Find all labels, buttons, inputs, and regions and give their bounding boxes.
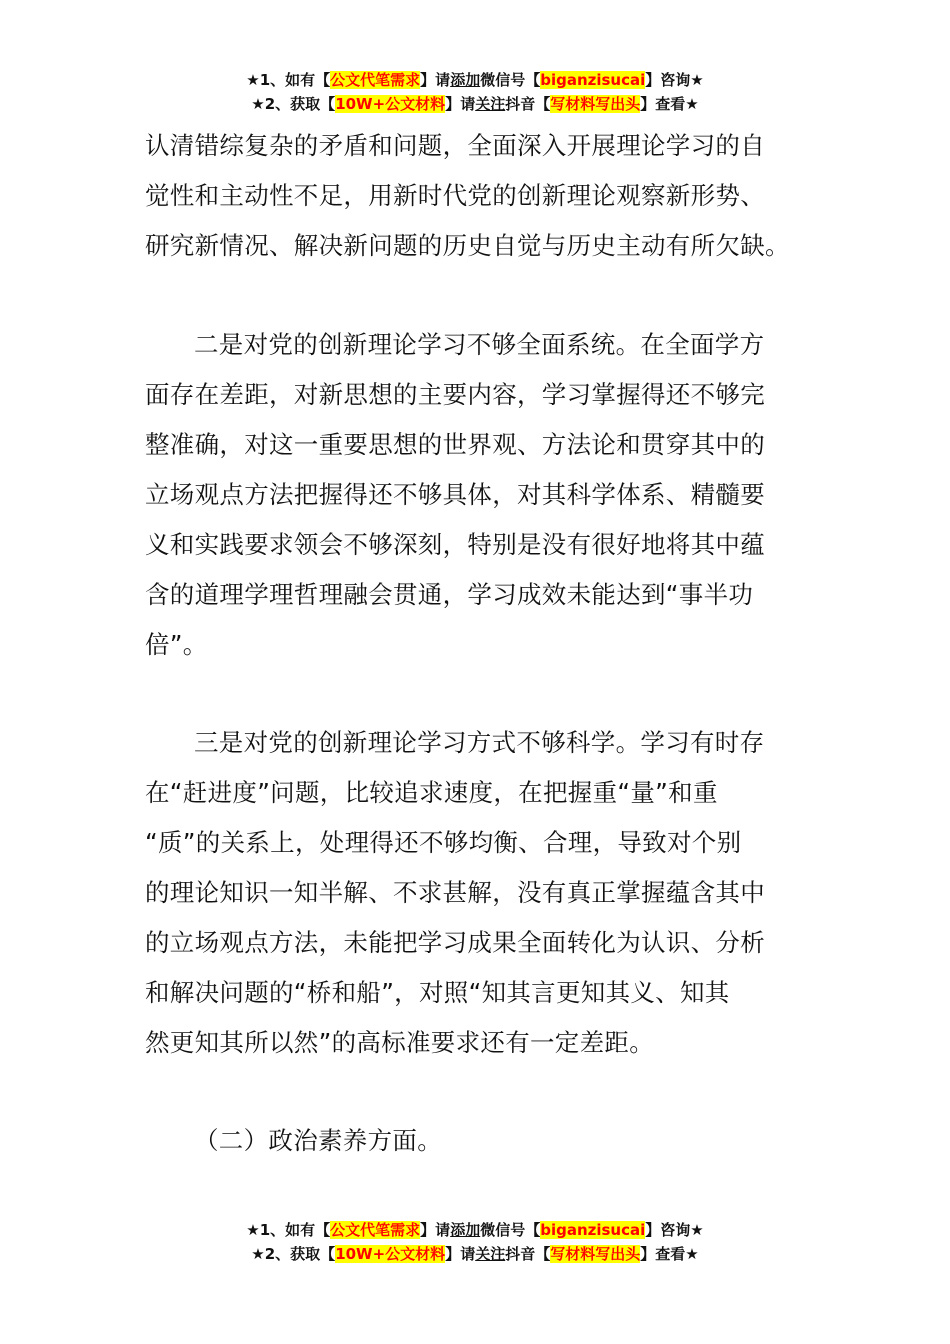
banner-text: 】咨询★ [645,71,704,89]
text-line: 倍”。 [145,630,208,659]
highlight-materials: 10W+公文材料 [335,95,446,113]
banner-line-1 [0,1218,950,1242]
banner-text: 】请 [445,95,476,113]
text-line: 立场观点方法把握得还不够具体，对其科学体系、精髓要 [145,480,765,509]
text-line: 的理论知识一知半解、不求甚解，没有真正掌握蕴含其中 [145,878,765,907]
text-line: 和解决问题的“桥和船”，对照“知其言更知其义、知其 [145,978,730,1007]
header-banner [0,68,950,116]
highlight-service: 公文代笔需求 [330,1221,421,1239]
text-line: “质”的关系上，处理得还不够均衡、合理，导致对个别 [145,828,742,857]
banner-text: 】请 [420,1221,451,1239]
banner-line-1 [0,68,950,92]
banner-text: 微信号【 [480,1221,541,1239]
footer-banner [0,1218,950,1266]
banner-text: ★1、如有【 [246,71,331,89]
underlined-follow: 关注 [475,95,506,113]
text-line: 认清错综复杂的矛盾和问题，全面深入开展理论学习的自 [145,131,765,160]
banner-text: 】请 [420,71,451,89]
highlight-wechat-id: biganzisucai [540,1221,646,1239]
underlined-add: 添加 [450,1221,481,1239]
section-heading [145,1116,813,1166]
highlight-materials: 10W+公文材料 [335,1245,446,1263]
banner-text: 微信号【 [480,71,541,89]
banner-text: ★2、获取【 [251,95,336,113]
heading-text: （二）政治素养方面。 [194,1126,442,1155]
banner-text: 】咨询★ [645,1221,704,1239]
underlined-add: 添加 [450,71,481,89]
text-line: 面存在差距，对新思想的主要内容，学习掌握得还不够完 [145,380,765,409]
banner-text: ★1、如有【 [246,1221,331,1239]
highlight-douyin-account: 写材料写出头 [550,1245,641,1263]
banner-text: 抖音【 [505,95,551,113]
highlight-wechat-id: biganzisucai [540,71,646,89]
text-line: 整准确，对这一重要思想的世界观、方法论和贯穿其中的 [145,430,765,459]
banner-line-2 [0,1242,950,1266]
highlight-douyin-account: 写材料写出头 [550,95,641,113]
banner-text: 】查看★ [640,95,699,113]
banner-text: 】请 [445,1245,476,1263]
text-line: 研究新情况、解决新问题的历史自觉与历史主动有所欠缺。 [145,231,790,260]
paragraph-intro [145,121,813,271]
text-line: 然更知其所以然”的高标准要求还有一定差距。 [145,1028,654,1057]
highlight-service: 公文代笔需求 [330,71,421,89]
paragraph-three [145,718,813,1068]
banner-text: ★2、获取【 [251,1245,336,1263]
banner-text: 抖音【 [505,1245,551,1263]
text-line: 三是对党的创新理论学习方式不够科学。学习有时存 [194,728,765,757]
banner-line-2 [0,92,950,116]
text-line: 义和实践要求领会不够深刻，特别是没有很好地将其中蕴 [145,530,765,559]
text-line: 二是对党的创新理论学习不够全面系统。在全面学方 [194,330,765,359]
text-line: 含的道理学理哲理融会贯通，学习成效未能达到“事半功 [145,580,754,609]
underlined-follow: 关注 [475,1245,506,1263]
text-line: 的立场观点方法，未能把学习成果全面转化为认识、分析 [145,928,765,957]
text-line: 在“赶进度”问题，比较追求速度，在把握重“量”和重 [145,778,718,807]
paragraph-two [145,320,813,670]
text-line: 觉性和主动性不足，用新时代党的创新理论观察新形势、 [145,181,765,210]
banner-text: 】查看★ [640,1245,699,1263]
